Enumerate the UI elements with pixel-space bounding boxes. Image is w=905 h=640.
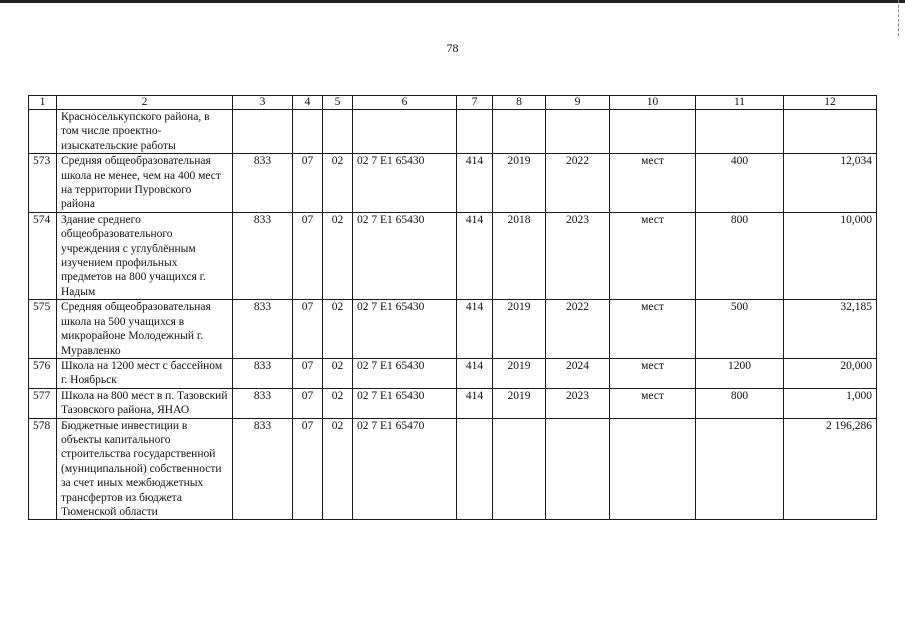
amount [784, 110, 877, 154]
budget-table [28, 95, 877, 520]
item-name: Бюджетные инвестиции в объекты капитального строительства государственной (муниципальной) собственности за счет иных межбюджетных трансфертов из бюджета Тюменской области [57, 418, 233, 520]
end-year: 2023 [546, 388, 610, 418]
row-number: 573 [29, 154, 57, 213]
subsection-code: 02 [323, 388, 353, 418]
expense-type-code: 414 [457, 154, 493, 213]
end-year: 2023 [546, 212, 610, 299]
target-article-code: 02 7 E1 65430 [353, 358, 457, 388]
capacity-unit: мест [610, 388, 696, 418]
start-year: 2019 [493, 358, 546, 388]
capacity-value [696, 110, 784, 154]
ministry-code: 833 [233, 154, 293, 213]
end-year: 2022 [546, 154, 610, 213]
row-number: 575 [29, 300, 57, 359]
start-year: 2019 [493, 388, 546, 418]
capacity-unit [610, 110, 696, 154]
capacity-unit: мест [610, 154, 696, 213]
amount: 2 196,286 [784, 418, 877, 520]
section-code: 07 [293, 300, 323, 359]
column-header: 9 [546, 96, 610, 110]
section-code: 07 [293, 388, 323, 418]
capacity-value: 800 [696, 212, 784, 299]
column-header: 3 [233, 96, 293, 110]
section-code: 07 [293, 418, 323, 520]
table-row [29, 154, 877, 213]
start-year: 2019 [493, 300, 546, 359]
top-border-line [0, 0, 905, 3]
start-year: 2018 [493, 212, 546, 299]
table-header-row [29, 96, 877, 110]
table-row [29, 300, 877, 359]
table-row [29, 212, 877, 299]
item-name: Средняя общеобразовательная школа не менее, чем на 400 мест на территории Пуровского района [57, 154, 233, 213]
column-header: 8 [493, 96, 546, 110]
capacity-value: 800 [696, 388, 784, 418]
column-header: 10 [610, 96, 696, 110]
capacity-value: 1200 [696, 358, 784, 388]
ministry-code [233, 110, 293, 154]
column-header: 7 [457, 96, 493, 110]
subsection-code: 02 [323, 300, 353, 359]
start-year [493, 418, 546, 520]
capacity-unit: мест [610, 358, 696, 388]
column-header: 11 [696, 96, 784, 110]
capacity-value: 500 [696, 300, 784, 359]
table-row [29, 388, 877, 418]
ministry-code: 833 [233, 300, 293, 359]
end-year: 2024 [546, 358, 610, 388]
amount: 10,000 [784, 212, 877, 299]
column-header: 2 [57, 96, 233, 110]
target-article-code: 02 7 E1 65430 [353, 300, 457, 359]
section-code [293, 110, 323, 154]
start-year: 2019 [493, 154, 546, 213]
expense-type-code: 414 [457, 388, 493, 418]
start-year [493, 110, 546, 154]
capacity-value [696, 418, 784, 520]
row-number: 576 [29, 358, 57, 388]
section-code: 07 [293, 212, 323, 299]
row-number: 578 [29, 418, 57, 520]
expense-type-code [457, 110, 493, 154]
table-row [29, 358, 877, 388]
section-code: 07 [293, 358, 323, 388]
capacity-value: 400 [696, 154, 784, 213]
expense-type-code: 414 [457, 358, 493, 388]
column-header: 12 [784, 96, 877, 110]
amount: 20,000 [784, 358, 877, 388]
subsection-code: 02 [323, 418, 353, 520]
end-year [546, 110, 610, 154]
end-year [546, 418, 610, 520]
item-name: Здание среднего общеобразовательного учреждения с углублённым изучением профильных предметов на 800 учащихся г. Надым [57, 212, 233, 299]
end-year: 2022 [546, 300, 610, 359]
target-article-code [353, 110, 457, 154]
item-name: Школа на 1200 мест с бассейном г. Ноябрьск [57, 358, 233, 388]
item-name: Средняя общеобразовательная школа на 500 учащихся в микрорайоне Молодежный г. Муравленко [57, 300, 233, 359]
target-article-code: 02 7 E1 65430 [353, 154, 457, 213]
row-number: 574 [29, 212, 57, 299]
column-header: 4 [293, 96, 323, 110]
item-name: Школа на 800 мест в п. Тазовский Тазовского района, ЯНАО [57, 388, 233, 418]
subsection-code: 02 [323, 212, 353, 299]
expense-type-code: 414 [457, 300, 493, 359]
capacity-unit: мест [610, 300, 696, 359]
column-header: 1 [29, 96, 57, 110]
subsection-code: 02 [323, 358, 353, 388]
table-row [29, 110, 877, 154]
table-row [29, 418, 877, 520]
ministry-code: 833 [233, 358, 293, 388]
row-number: 577 [29, 388, 57, 418]
ministry-code: 833 [233, 388, 293, 418]
target-article-code: 02 7 E1 65430 [353, 388, 457, 418]
item-name: Красноселькупского района, в том числе проектно-изыскательские работы [57, 110, 233, 154]
amount: 12,034 [784, 154, 877, 213]
column-header: 6 [353, 96, 457, 110]
right-edge-mark [897, 0, 899, 36]
target-article-code: 02 7 E1 65430 [353, 212, 457, 299]
expense-type-code [457, 418, 493, 520]
capacity-unit: мест [610, 212, 696, 299]
expense-type-code: 414 [457, 212, 493, 299]
page-number: 78 [446, 41, 459, 55]
target-article-code: 02 7 E1 65470 [353, 418, 457, 520]
amount: 1,000 [784, 388, 877, 418]
subsection-code: 02 [323, 154, 353, 213]
column-header: 5 [323, 96, 353, 110]
subsection-code [323, 110, 353, 154]
ministry-code: 833 [233, 418, 293, 520]
row-number [29, 110, 57, 154]
capacity-unit [610, 418, 696, 520]
amount: 32,185 [784, 300, 877, 359]
section-code: 07 [293, 154, 323, 213]
ministry-code: 833 [233, 212, 293, 299]
